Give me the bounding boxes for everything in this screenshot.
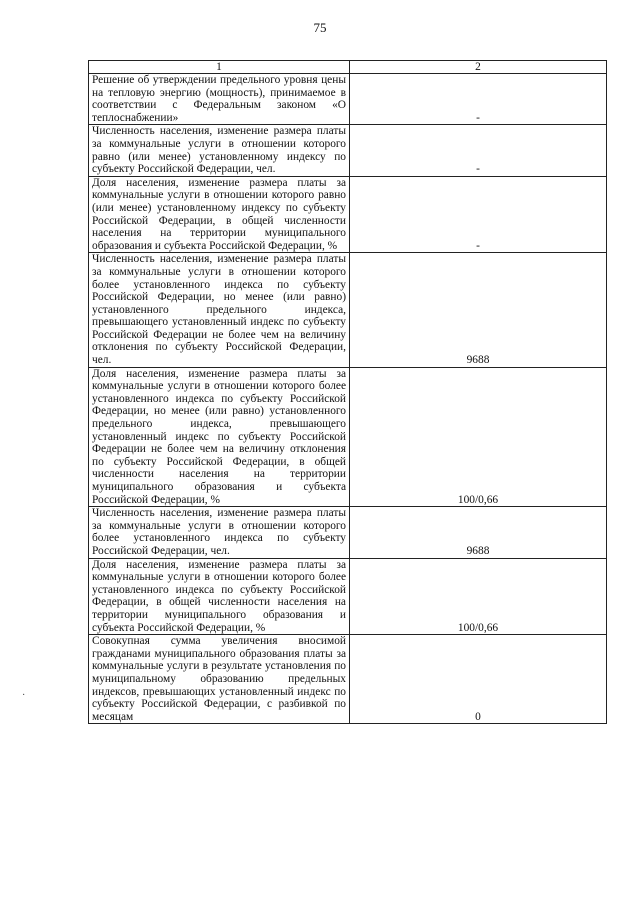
table-row [89, 558, 607, 635]
row-value: - [350, 74, 607, 125]
row-label: Доля населения, изменение размера платы за коммунальные услуги в отношении которого более установленного индекса по субъекту Российской Федерации, но менее (или равно) установленного предельного индекса, превышающего установленный индекс по субъекту Российской Федерации не более чем на величину отклонения по субъекту Российской Федерации, в общей численности населения на территории муниципального образования и субъекта Российской Федерации, % [89, 367, 350, 507]
row-label: Доля населения, изменение размера платы за коммунальные услуги в отношении которого более установленного индекса по субъекту Российской Федерации, в общей численности населения на территории муниципального образования и субъекта Российской Федерации, % [89, 558, 350, 635]
row-value: 0 [350, 635, 607, 724]
row-value: 100/0,66 [350, 558, 607, 635]
table-row [89, 635, 607, 724]
row-label: Доля населения, изменение размера платы за коммунальные услуги в отношении которого равно (или менее) установленному индексу по субъекту Российской Федерации, в общей численности населения на территории муниципального образования и субъекта Российской Федерации, % [89, 176, 350, 253]
table-row [89, 367, 607, 507]
table-row [89, 74, 607, 125]
row-value: - [350, 176, 607, 253]
column-header-2: 2 [350, 61, 607, 74]
row-value: 9688 [350, 507, 607, 558]
row-value: 100/0,66 [350, 367, 607, 507]
row-label: Совокупная сумма увеличения вносимой гражданами муниципального образования платы за коммунальные услуги в результате установления по муниципальному образованию предельных индексов, превышающих установленный индекс по субъекту Российской Федерации, с разбивкой по месяцам [89, 635, 350, 724]
row-label: Численность населения, изменение размера платы за коммунальные услуги в отношении которого более установленного индекса по субъекту Российской Федерации, чел. [89, 507, 350, 558]
table-row [89, 507, 607, 558]
row-value: 9688 [350, 253, 607, 367]
page-number: 75 [313, 20, 327, 35]
row-label: Численность населения, изменение размера платы за коммунальные услуги в отношении которого равно (или менее) установленному индексу по субъекту Российской Федерации, чел. [89, 125, 350, 176]
scan-speck: · [22, 690, 26, 701]
table-row [89, 125, 607, 176]
table-header-row [89, 61, 607, 74]
table-row [89, 253, 607, 367]
table-row [89, 176, 607, 253]
row-value: - [350, 125, 607, 176]
row-label: Решение об утверждении предельного уровня цены на тепловую энергию (мощность), принимаемое в соответствии с Федеральным законом «О теплоснабжении» [89, 74, 350, 125]
column-header-1: 1 [89, 61, 350, 74]
row-label: Численность населения, изменение размера платы за коммунальные услуги в отношении которого более установленного индекса по субъекту Российской Федерации, но менее (или равно) установленного предельного индекса, превышающего установленный индекс по субъекту Российской Федерации не более чем на величину отклонения по субъекту Российской Федерации, чел. [89, 253, 350, 367]
data-table [88, 60, 607, 724]
